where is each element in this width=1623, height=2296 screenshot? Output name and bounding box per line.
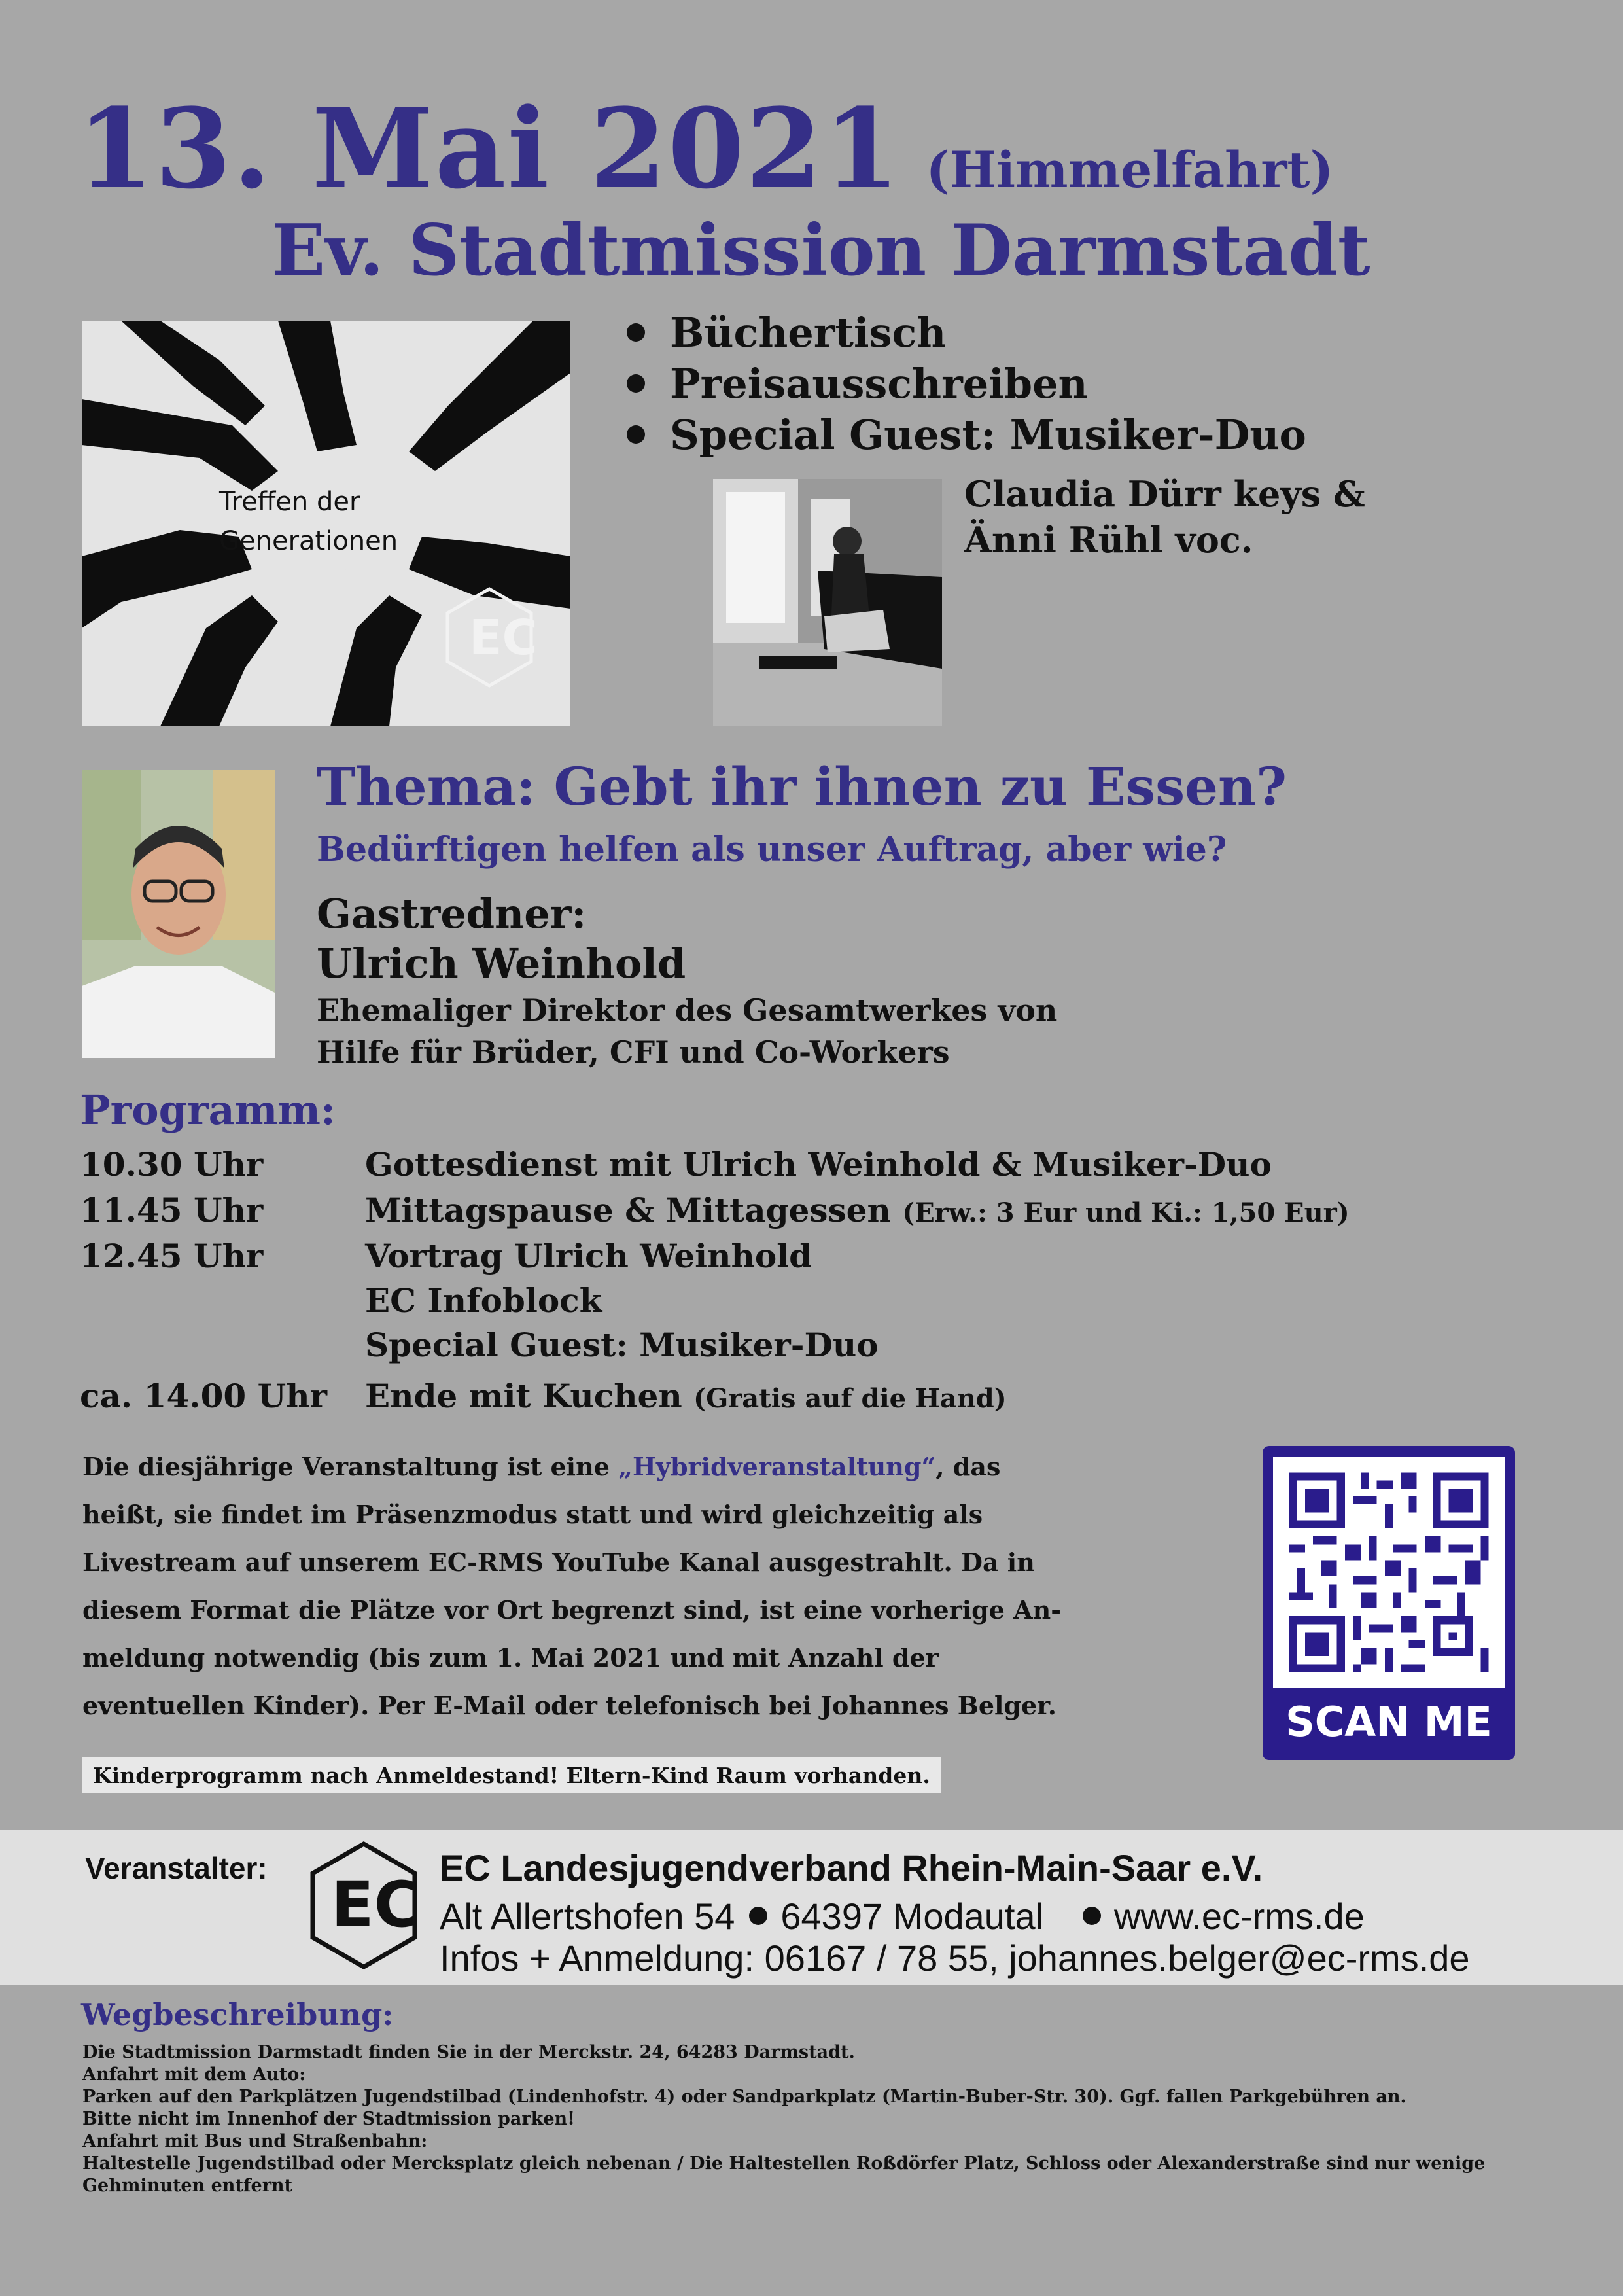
highlights-list — [627, 308, 1306, 461]
speaker-label: Gastredner: — [317, 890, 587, 938]
treffen-text-line1: Treffen der — [219, 487, 360, 517]
ec-logo-text-small: EC — [469, 610, 538, 666]
website-link[interactable]: www.ec-rms.de — [1114, 1896, 1365, 1937]
directions-title: Wegbeschreibung: — [81, 1997, 394, 2032]
ec-logo-text: EC — [331, 1868, 420, 1941]
event-date-heading — [77, 84, 1333, 213]
event-date: 13. Mai 2021 — [77, 84, 901, 213]
treffen-text-line2: Generationen — [219, 526, 398, 556]
treffen-der-generationen-image — [82, 321, 570, 726]
theme-title: Thema: Gebt ihr ihnen zu Essen? — [317, 756, 1287, 817]
qr-code-card[interactable] — [1263, 1446, 1515, 1760]
theme-subtitle: Bedürftigen helfen als unser Auftrag, aber wie? — [317, 830, 1227, 870]
ec-hexagon-logo — [307, 1840, 420, 1971]
musicians-photo — [713, 479, 942, 726]
hands-circle-illustration — [82, 321, 570, 726]
holiday-label: (Himmelfahrt) — [926, 141, 1334, 199]
speaker-photo — [82, 770, 275, 1058]
highlight-item: Special Guest: Musiker-Duo — [627, 410, 1306, 461]
organizer-label: Veranstalter: — [85, 1851, 268, 1885]
venue-title: Ev. Stadtmission Darmstadt — [271, 209, 1370, 292]
bullet-icon — [627, 374, 645, 393]
bullet-icon — [627, 323, 645, 342]
qr-code-icon — [1273, 1457, 1505, 1688]
bullet-icon — [749, 1907, 767, 1925]
highlight-item: Büchertisch — [627, 308, 1306, 359]
bullet-icon — [1083, 1907, 1101, 1925]
directions-text: Die Stadtmission Darmstadt finden Sie in der Merckstr. 24, 64283 Darmstadt. Anfahrt mit dem Auto: Parken auf den Parkplätzen Jugendstilbad (Lindenhofstr. 4) oder Sandparkplatz (Martin-Buber-Str. 30). Ggf. fallen Parkgebühren an. Bitte nicht im Innenhof der Stadtmission parken! Anfahrt mit Bus und Straßenbahn: Haltestelle Jugendstilbad oder Mercksplatz gleich nebenan / Die Haltestellen Roßdörfer Platz, Schloss oder Alexanderstraße sind nur wenige Gehminuten entfernt — [82, 2042, 1486, 2196]
speaker-name: Ulrich Weinhold — [317, 940, 686, 987]
organizer-contact: Infos + Anmeldung: 06167 / 78 55, johannes.belger@ec-rms.de — [440, 1937, 1470, 1979]
organizer-address: Alt Allertshofen 54 64397 Modautal www.ec-rms.de — [440, 1896, 1365, 1937]
program-title: Programm: — [80, 1086, 336, 1134]
duo-line2: Änni Rühl voc. — [964, 519, 1253, 561]
bullet-icon — [627, 425, 645, 444]
organizer-name: EC Landesjugendverband Rhein-Main-Saar e.V. — [440, 1847, 1263, 1888]
highlight-item: Preisausschreiben — [627, 359, 1306, 410]
kids-program-note: Kinderprogramm nach Anmeldestand! Eltern-Kind Raum vorhanden. — [82, 1757, 941, 1793]
hybrid-highlight: „Hybridveranstaltung“ — [618, 1452, 936, 1481]
duo-line1: Claudia Dürr keys & — [964, 473, 1365, 515]
scan-me-label: SCAN ME — [1285, 1698, 1492, 1746]
hybrid-event-info: Die diesjährige Veranstaltung ist eine „Hybridveranstaltung“, das heißt, sie findet im Präsenzmodus statt und wird gleichzeitig als Livestream auf unserem EC-RMS YouTube Kanal ausgestrahlt. Da in diesem Format die Plätze vor Ort begrenzt sind, ist eine vorherige An- meldung notwendig (bis zum 1. Mai 2021 und mit Anzahl der eventuellen Kinder). Per E-Mail oder telefonisch bei Johannes Belger. — [82, 1452, 1062, 1720]
musicians-caption — [964, 471, 1365, 563]
speaker-description: Ehemaliger Direktor des Gesamtwerkes von Hilfe für Brüder, CFI und Co-Workers — [317, 993, 1058, 1070]
